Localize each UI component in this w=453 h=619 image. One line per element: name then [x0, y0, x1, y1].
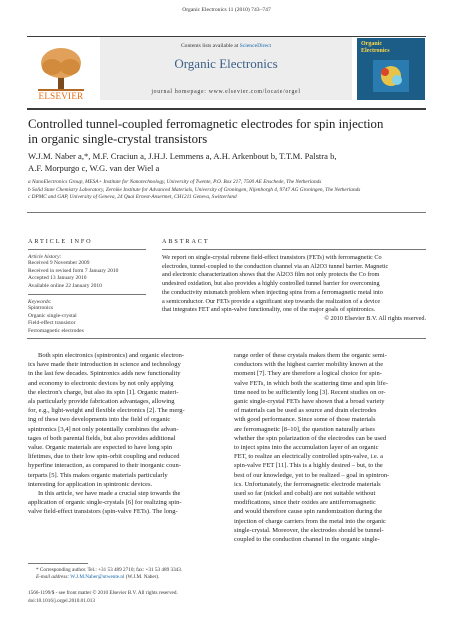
body-text-line: hyperfine interaction, as compared to their inorganic coun-	[28, 462, 181, 470]
body-text-line: spintronics [3,4] not only potentially combines the advan-	[28, 425, 179, 433]
body-text-line: ics have made their introduction in science and technology	[28, 361, 181, 369]
body-text-line: ics. Unfortunately, the ferromagnetic electrode materials	[234, 480, 381, 488]
abstract-line: and electronic characterization shows that the Al2O3 film not only protects the Co from	[162, 271, 380, 279]
body-text-line: time need to be sufficiently long [3]. Recent studies on or-	[234, 388, 386, 396]
abstract-line: We report on single-crystal rubrene field-effect transistors (FETs) with ferromagnetic Co	[162, 254, 382, 261]
journal-cover-thumbnail	[357, 38, 425, 100]
running-head: Organic Electronics 11 (2010) 743–747	[182, 7, 271, 13]
abstract-line: a semiconductor. Our FETs provide a significant step towards the realization of a device	[162, 297, 381, 305]
affiliations	[28, 179, 426, 202]
body-text-line: interesting for application in spintronic devices.	[28, 480, 153, 488]
homepage-url-link[interactable]: www.elsevier.com/locate/orgel	[208, 89, 301, 95]
keyword: Field-effect transistor	[28, 320, 76, 326]
abstract-bottom-rule	[27, 338, 426, 339]
body-text-line: with good performance. Since some of those materials	[234, 416, 376, 424]
email-link[interactable]: W.J.M.Naber@utwente.nl	[70, 574, 125, 580]
body-text-line: are ferromagnetic [8–10], the question naturally arises	[234, 425, 375, 433]
history-rule	[28, 294, 146, 295]
author-list	[28, 151, 426, 174]
body-text-line: terparts [5]. This makes organic materials particularly	[28, 471, 168, 479]
body-text-line: used so far (nickel and cobalt) are not suitable without	[234, 490, 376, 498]
publisher-wordmark: ELSEVIER	[38, 91, 84, 101]
body-text-line: and economy to electronic devices by not only applying	[28, 379, 174, 387]
email-suffix: (W.J.M. Naber).	[125, 574, 160, 580]
article-title	[28, 117, 426, 147]
body-text-line: for, e.g., light-weight and flexible electronics [2]. The merg-	[28, 407, 185, 415]
body-text-line: best of our knowledge, yet to be realized – goal in spintron-	[234, 471, 390, 479]
abstract-line: electrodes, tunnel-coupled to the conduction channel via an Al2O3 tunnel barrier. Magnetic	[162, 262, 389, 270]
cover-title-line-2: Electronics	[361, 47, 390, 54]
body-text-line: ing of these two developments into the field of organic	[28, 416, 171, 424]
article-history	[28, 254, 152, 290]
article-info-heading: ARTICLE INFO	[28, 238, 93, 245]
abstract-line: that integrates FET and spin-valve functionality, one of the major goals of spintronics.	[162, 306, 376, 314]
cover-artwork	[373, 60, 409, 92]
abstract-heading: ABSTRACT	[162, 238, 210, 245]
contents-prefix: Contents lists available at	[180, 43, 239, 49]
abstract-line: undesired oxidation, but also provides a highly controlled tunnel barrier for overcoming	[162, 280, 380, 288]
body-text-line: whether the spin polarization of the electrodes can be used	[234, 434, 387, 442]
abstract-line: the conductivity mismatch problem when injecting spins from a ferromagnetic metal into	[162, 288, 383, 296]
body-text-line: application of organic single-crystals [6] for realizing spin-	[28, 499, 182, 507]
affiliation-a: a NanoElectronics Group, MESA+ Institute for Nanotechnology, University of Twente, P.O. Box 217, 7500 AE Enschede, The Netherlands	[28, 179, 322, 185]
body-text-line: and would therefore cause spin randomization during the	[234, 508, 383, 516]
body-text-line: valve field-effect transistors (spin-valve FETs). The long-	[28, 508, 178, 516]
keyword: Organic single-crystal	[28, 312, 77, 319]
footnote	[28, 567, 228, 581]
header-top-rule	[27, 36, 426, 37]
cover-title	[361, 41, 390, 54]
body-text-line: modifications, since their oxides are antiferromagnetic	[234, 499, 376, 507]
body-text-line: tages of both parental fields, but also provides additional	[28, 434, 176, 442]
affiliation-c: c DPMC and GAP, University of Geneva, 24 Quai Ernest-Ansermet, CH1211 Geneva, Switzerland	[28, 194, 237, 201]
history-revised: Received in revised form 7 January 2010	[28, 267, 119, 274]
journal-title: Organic Electronics	[174, 56, 278, 71]
body-text-line: single-crystal. Moreover, the electrodes should be tunnel-	[234, 526, 384, 534]
keywords-label: Keywords:	[28, 299, 52, 305]
body-column-left	[28, 351, 219, 517]
email-line	[28, 574, 228, 581]
history-online: Available online 22 January 2010	[28, 282, 102, 289]
homepage-prefix: journal homepage:	[151, 89, 207, 95]
body-text-line: range order of these crystals makes them the organic semi-	[234, 352, 387, 359]
body-text-line: lifetimes, due to their low spin-orbit coupling and reduced	[28, 453, 180, 461]
history-accepted: Accepted 13 January 2010	[28, 275, 87, 281]
history-received: Received 9 November 2009	[28, 260, 90, 266]
history-label: Article history:	[28, 254, 62, 260]
journal-homepage-line	[100, 89, 352, 95]
body-column-right	[234, 351, 426, 544]
affiliation-b: b Solid State Chemistry Laboratory, Zernike Institute for Advanced Materials, University of Groningen, Nijenborgh 4, 9747 AG Groningen, The Netherlands	[28, 186, 361, 193]
article-title-line-1: Controlled tunnel-coupled ferromagnetic electrodes for spin injection	[28, 117, 384, 131]
contents-line	[100, 43, 352, 49]
body-text-line: moment [7]. They are therefore a logical choice for spin-	[234, 370, 382, 378]
doi-line: doi:10.1016/j.orgel.2010.01.013	[28, 598, 95, 604]
affiliations-rule	[27, 212, 426, 213]
body-text-line: to inject spins into the accumulation layer of an organic	[234, 444, 379, 452]
sciencedirect-link[interactable]: ScienceDirect	[239, 43, 272, 49]
body-text-line: spin-valve FET [11]. This is a highly desired – but, to the	[234, 462, 383, 470]
body-text-line: the electron's charge, but also its spin [1]. Organic materi-	[28, 388, 179, 396]
keywords-block	[28, 299, 152, 335]
body-text-line: als particularly provide fabrication advantages, allowing	[28, 398, 175, 406]
keyword: Ferromagnetic electrodes	[28, 327, 84, 334]
cover-title-line-1: Organic	[361, 41, 382, 47]
body-text-line: coupled to the conduction channel in the organic single-	[234, 536, 380, 544]
abstract-text	[162, 254, 426, 324]
issn-line: 1566-1199/$ - see front matter © 2010 Elsevier B.V. All rights reserved.	[28, 590, 178, 596]
authors-line-2: A.F. Morpurgo c, W.G. van der Wiel a	[28, 162, 160, 173]
header-bottom-rule	[27, 108, 426, 110]
abstract-rule	[162, 249, 426, 250]
body-text-line: In this article, we have made a crucial step towards the	[38, 490, 181, 498]
corresponding-author-note: * Corresponding author. Tel.: +31 53 489 2710; fax: +31 53 489 3343.	[36, 567, 183, 573]
body-text-line: injection of charge carriers from the metal into the organic	[234, 517, 386, 525]
abstract-copyright: © 2010 Elsevier B.V. All rights reserved.	[324, 314, 426, 322]
article-title-line-2: in organic single-crystal transistors	[28, 132, 208, 146]
footnote-rule	[28, 563, 88, 564]
body-text-line: of materials can be used as source and drain electrodes	[234, 407, 377, 415]
body-text-line: value. Organic materials are expected to have long spin	[28, 444, 173, 452]
body-text-line: FET, to realize an electrically controlled spin-valve, i.e. a	[234, 453, 383, 461]
authors-line-1: W.J.M. Naber a,*, M.F. Craciun a, J.H.J. Lemmens a, A.H. Arkenbout b, T.T.M. Palstra b,	[28, 151, 337, 161]
email-prefix: E-mail address:	[36, 574, 70, 580]
body-text-line: conductors with the highest carrier mobility known at the	[234, 361, 384, 369]
body-text-line: in the last few decades. Spintronics adds new functionality	[28, 370, 181, 378]
keyword: Spintronics	[28, 305, 54, 311]
body-text-line: valve FETs, in which both the scattering time and spin life-	[234, 379, 388, 387]
body-text-line: ganic single-crystal FETs have shown that a broad variety	[234, 398, 385, 406]
article-info-rule	[28, 249, 146, 250]
body-text-line: Both spin electronics (spintronics) and organic electron-	[38, 352, 185, 359]
